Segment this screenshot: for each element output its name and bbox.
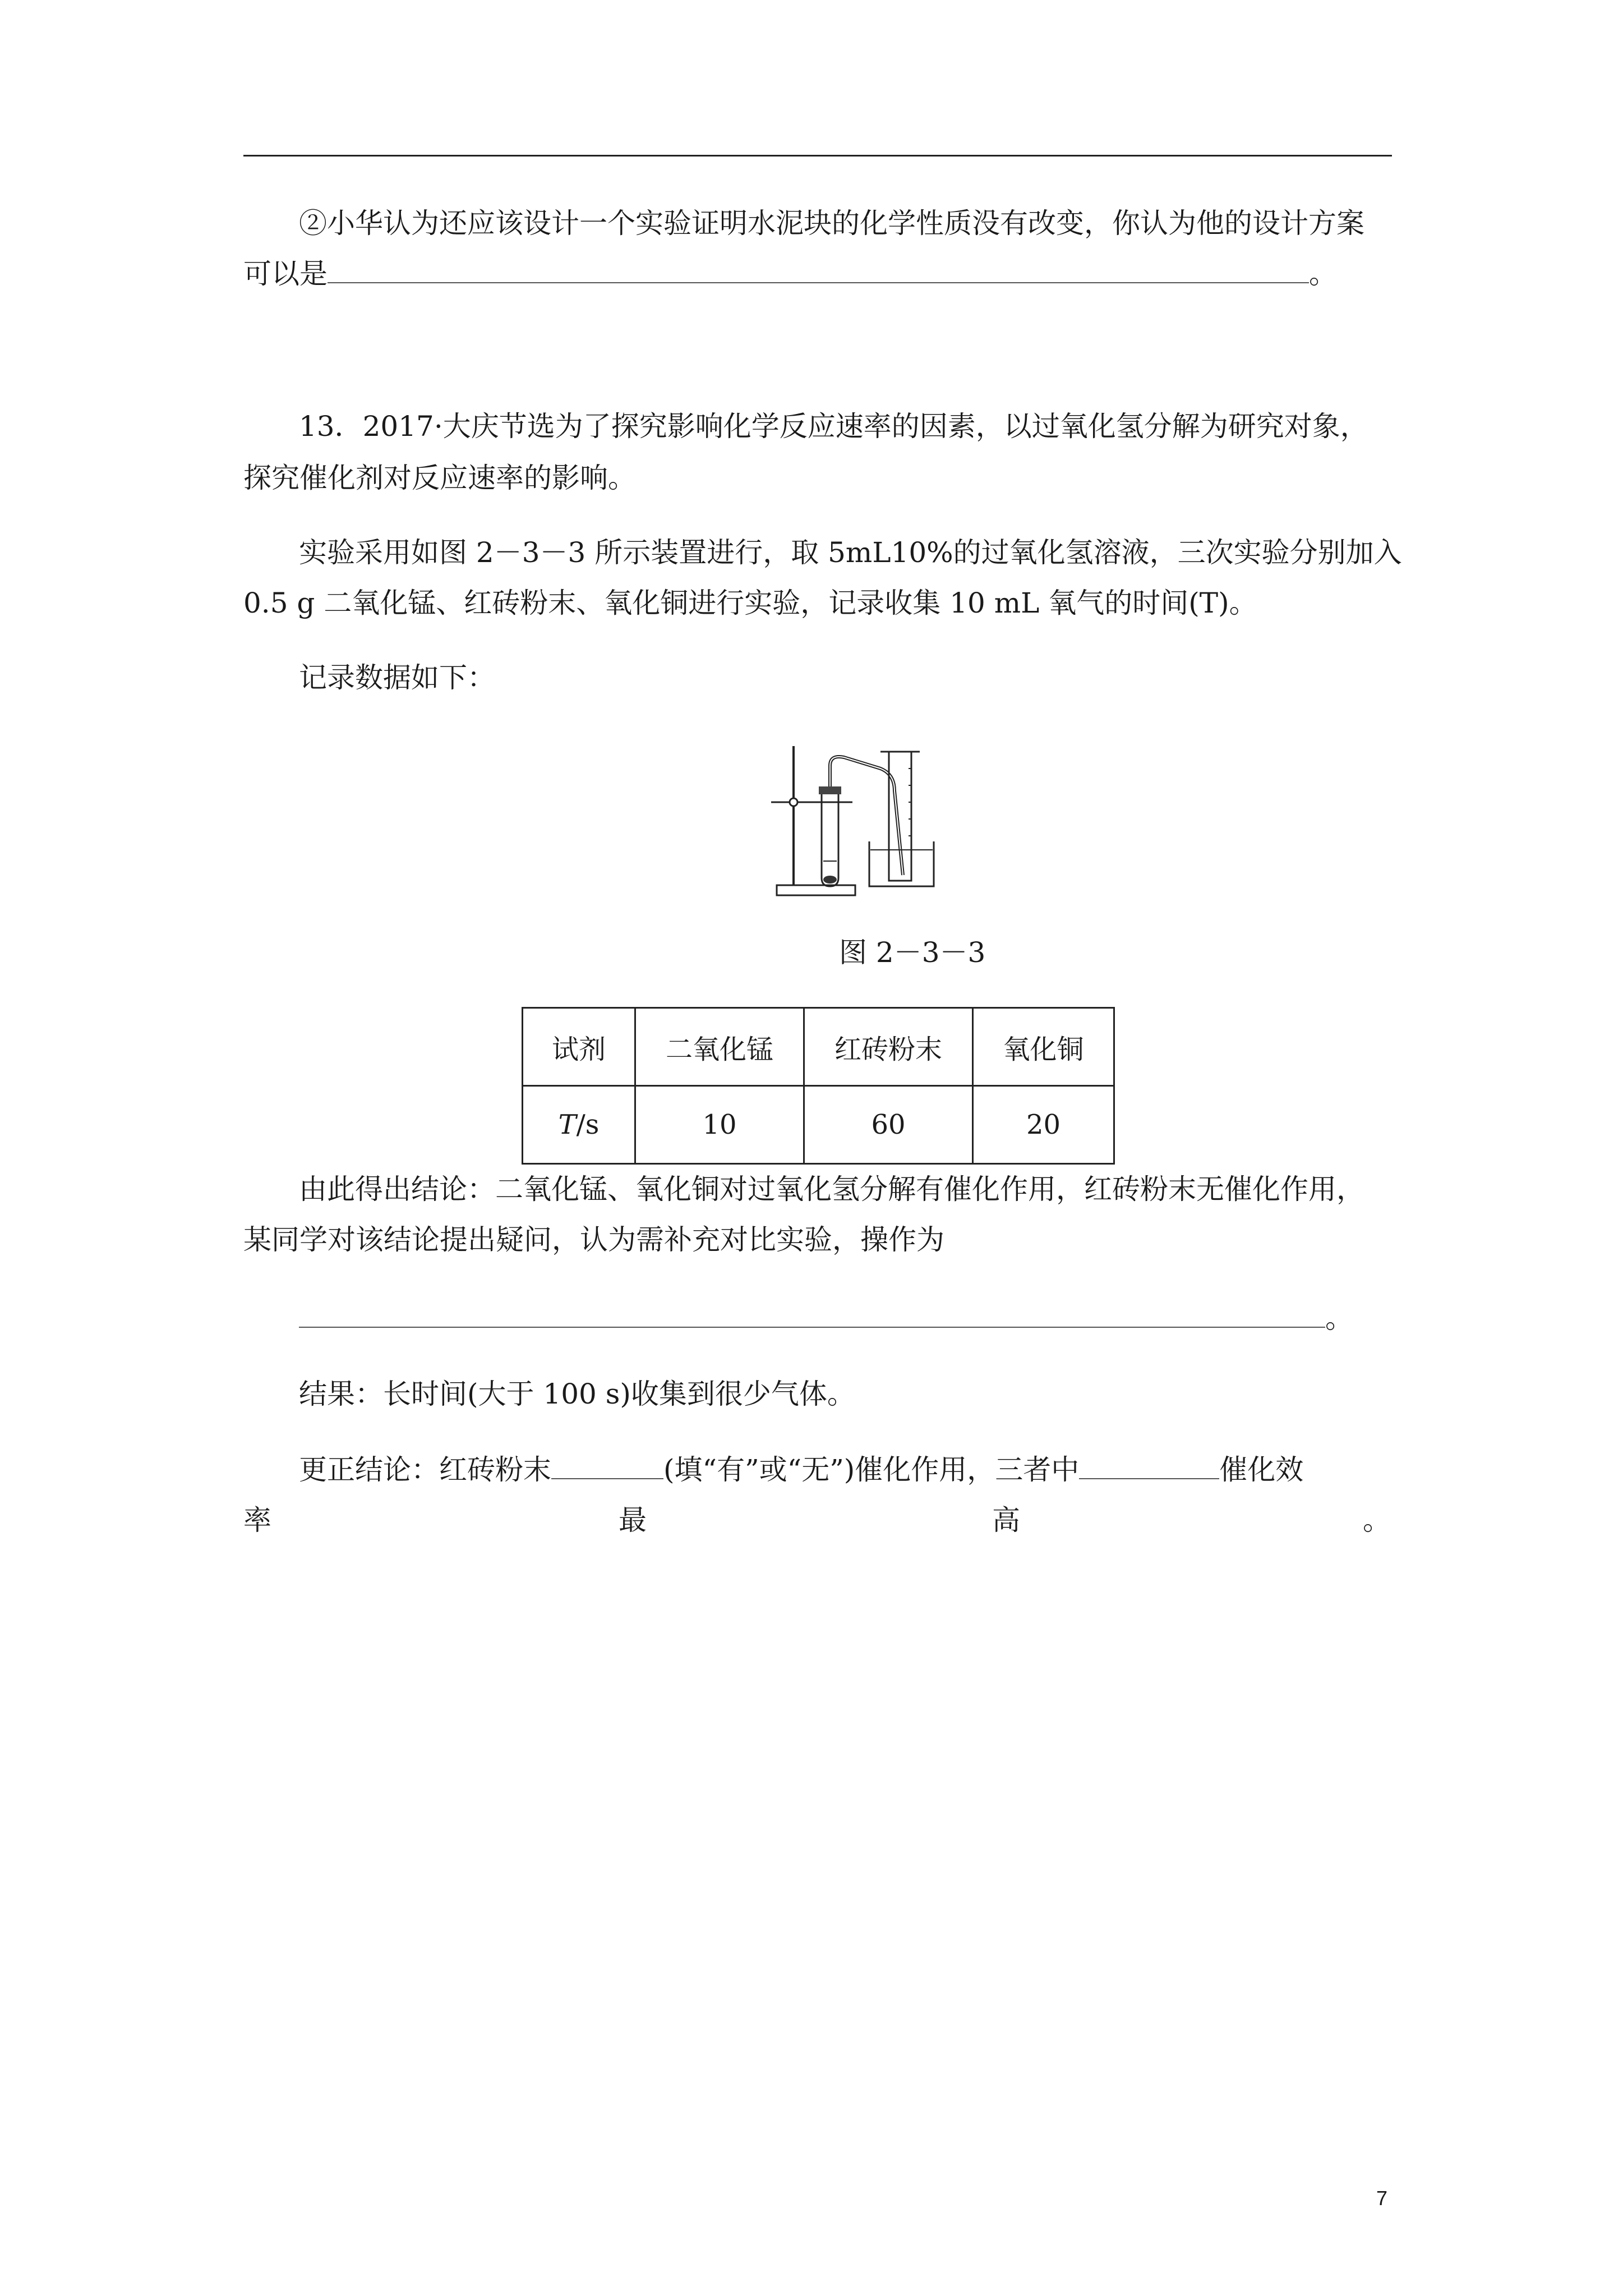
clamp-knob	[790, 798, 797, 806]
q12-answer-blank[interactable]	[328, 259, 1309, 283]
has-or-not-blank[interactable]	[551, 1455, 663, 1479]
last-word-2: 最	[619, 1504, 647, 1536]
operation-answer-suffix: 。	[1325, 1302, 1353, 1335]
correction-text-c: 催化效	[1219, 1453, 1304, 1486]
time-symbol: T	[558, 1109, 577, 1140]
page-number: 7	[1376, 2187, 1388, 2210]
table-header-cell: 试剂	[523, 1008, 635, 1086]
table-header-cell: 红砖粉末	[804, 1008, 973, 1086]
apparatus-figure	[768, 735, 937, 903]
table-cell: 20	[973, 1086, 1114, 1164]
correction-line	[299, 1453, 1303, 1487]
table-header-cell: 氧化铜	[973, 1008, 1114, 1086]
last-word-1: 率	[243, 1504, 271, 1536]
figure-caption: 图 2－3－3	[839, 936, 986, 969]
correction-text-a: 更正结论：红砖粉末	[299, 1453, 551, 1486]
conclusion-line2: 某同学对该结论提出疑问，认为需补充对比实验，操作为	[243, 1223, 944, 1256]
delivery-tube	[830, 757, 903, 875]
table-row-label	[523, 1086, 635, 1164]
q13-line5: 记录数据如下：	[299, 661, 495, 694]
conclusion-line1: 由此得出结论：二氧化锰、氧化铜对过氧化氢分解有催化作用，红砖粉末无催化作用，	[299, 1173, 1364, 1205]
table-header-cell: 二氧化锰	[635, 1008, 804, 1086]
q13-line4: 0.5 g 二氧化锰、红砖粉末、氧化铜进行实验，记录收集 10 mL 氧气的时间(T)。	[243, 587, 1257, 619]
q13-line1: 13．2017·大庆节选为了探究影响化学反应速率的因素，以过氧化氢分解为研究对象，	[299, 410, 1368, 443]
stopper	[819, 786, 841, 794]
q13-line3: 实验采用如图 2－3－3 所示装置进行，取 5mL10%的过氧化氢溶液，三次实验分别加入	[299, 536, 1402, 569]
operation-answer-blank[interactable]	[299, 1303, 1325, 1328]
catalyst	[823, 876, 837, 884]
data-table	[522, 1007, 1115, 1165]
q13-line2: 探究催化剂对反应速率的影响。	[243, 462, 636, 494]
q12-part2-line2	[243, 257, 1337, 291]
table-cell: 10	[635, 1086, 804, 1164]
time-unit: /s	[576, 1109, 600, 1140]
operation-answer-line	[299, 1301, 1353, 1335]
result-line: 结果：长时间(大于 100 s)收集到很少气体。	[299, 1378, 855, 1410]
highest-efficiency-blank[interactable]	[1079, 1455, 1219, 1479]
q12-answer-prefix: 可以是	[243, 257, 328, 290]
q12-answer-suffix: 。	[1309, 257, 1337, 290]
correction-text-b: (填“有”或“无”)催化作用，三者中	[663, 1453, 1080, 1486]
table-cell: 60	[804, 1086, 973, 1164]
table-header-row	[523, 1008, 1114, 1086]
q12-part2-line1: ②小华认为还应该设计一个实验证明水泥块的化学性质没有改变，你认为他的设计方案	[299, 207, 1364, 240]
stand-base	[777, 885, 855, 895]
header-rule	[243, 155, 1392, 157]
table-row	[523, 1086, 1114, 1164]
test-tube	[822, 791, 838, 886]
last-word-3: 高	[992, 1504, 1020, 1536]
last-word-4: 。	[1363, 1504, 1391, 1536]
delivery-tube-inner	[830, 757, 903, 875]
